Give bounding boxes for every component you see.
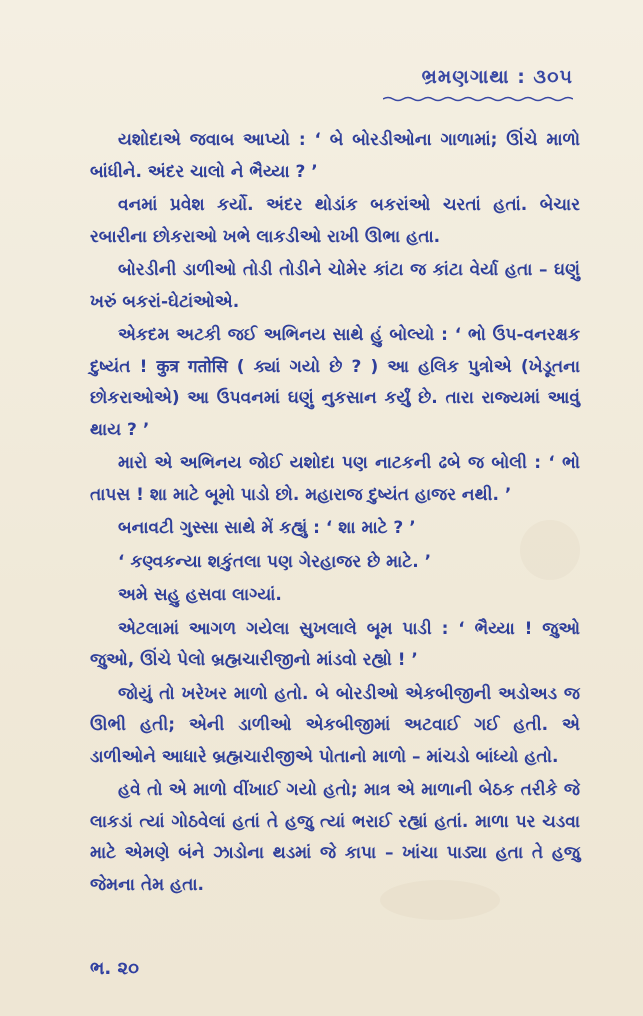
paragraph: યશોદાએ જવાબ આપ્યો : ‘ બે બોરડીઓના ગાળામાં; ઊંચે માળો બાંધીને. અંદર ચાલો ને ભૈય્યા ? ’ [90,130,580,182]
paragraph: અમે સહુ હસવા લાગ્યાં. [118,585,282,605]
paragraph: વનમાં પ્રવેશ કર્યો. અંદર થોડાંક બકરાંઓ ચરતાં હતાં. બેચાર રબારીના છોકરાઓ ખભે લાકડીઓ રાખી ઊભા હતા. [90,195,580,247]
header-wavy-rule [383,96,573,102]
running-header: ભ્રમણગાથા : ૩૦૫ [421,66,573,88]
paragraph: એકદમ અટકી જઈ અભિનય સાથે હું બોલ્યો : ‘ ભો ઉપ-વનરક્ષક દુષ્યંત ! कुत्र गतोसि ( ક્યાં ગયો છે ? ) આ હલિક પુત્રોએ (ખેડૂતના છોકરાઓએ) આ ઉપવનમાં ઘણું નુકસાન કર્યું છે. તારા રાજ્યમાં આવું થાય ? ’ [90,325,580,440]
paragraph: બનાવટી ગુસ્સા સાથે મેં કહ્યું : ‘ શા માટે ? ’ [118,518,416,538]
paragraph: બોરડીની ડાળીઓ તોડી તોડીને ચોમેર કાંટા જ કાંટા વેર્યા હતા – ઘણું ખરું બકરાં-ઘેટાંઓએ. [90,260,580,312]
paragraph: એટલામાં આગળ ગયેલા સુખલાલે બૂમ પાડી : ‘ ભૈય્યા ! જુઓ જુઓ, ઊંચે પેલો બ્રહ્મચારીજીનો માંડવો રહ્યો ! ’ [90,618,580,670]
paragraph: જોયું તો ખરેખર માળો હતો. બે બોરડીઓ એકબીજીની અડોઅડ જ ઊભી હતી; એની ડાળીઓ એકબીજીમાં અટવાઈ ગઈ હતી. એ ડાળીઓને આધારે બ્રહ્મચારીજીએ પોતાનો માળો – માંચડો બાંધ્યો હતો. [90,683,580,767]
paragraph: મારો એ અભિનય જોઈ યશોદા પણ નાટકની ઢબે જ બોલી : ‘ ભો તાપસ ! શા માટે બૂમો પાડો છો. મહારાજ દુષ્યંત હાજર નથી. ’ [90,453,580,505]
paragraph: ‘ કણ્વકન્યા શકુંતલા પણ ગેરહાજર છે માટે. ’ [118,551,432,572]
paragraph: હવે તો એ માળો વીંખાઈ ગયો હતો; માત્ર એ માળાની બેઠક તરીકે જે લાકડાં ત્યાં ગોઠવેલાં હતાં તે હજુ ત્યાં ભરાઈ રહ્યાં હતાં. માળા પર ચડવા માટે એમણે બંને ઝાડોના થડમાં જે કાપા – ખાંચા પાડ્યા હતા તે હજુ જેમના તેમ હતા. [90,780,580,895]
body-text [90,125,580,901]
signature-mark: ભ. ૨૦ [90,958,139,979]
